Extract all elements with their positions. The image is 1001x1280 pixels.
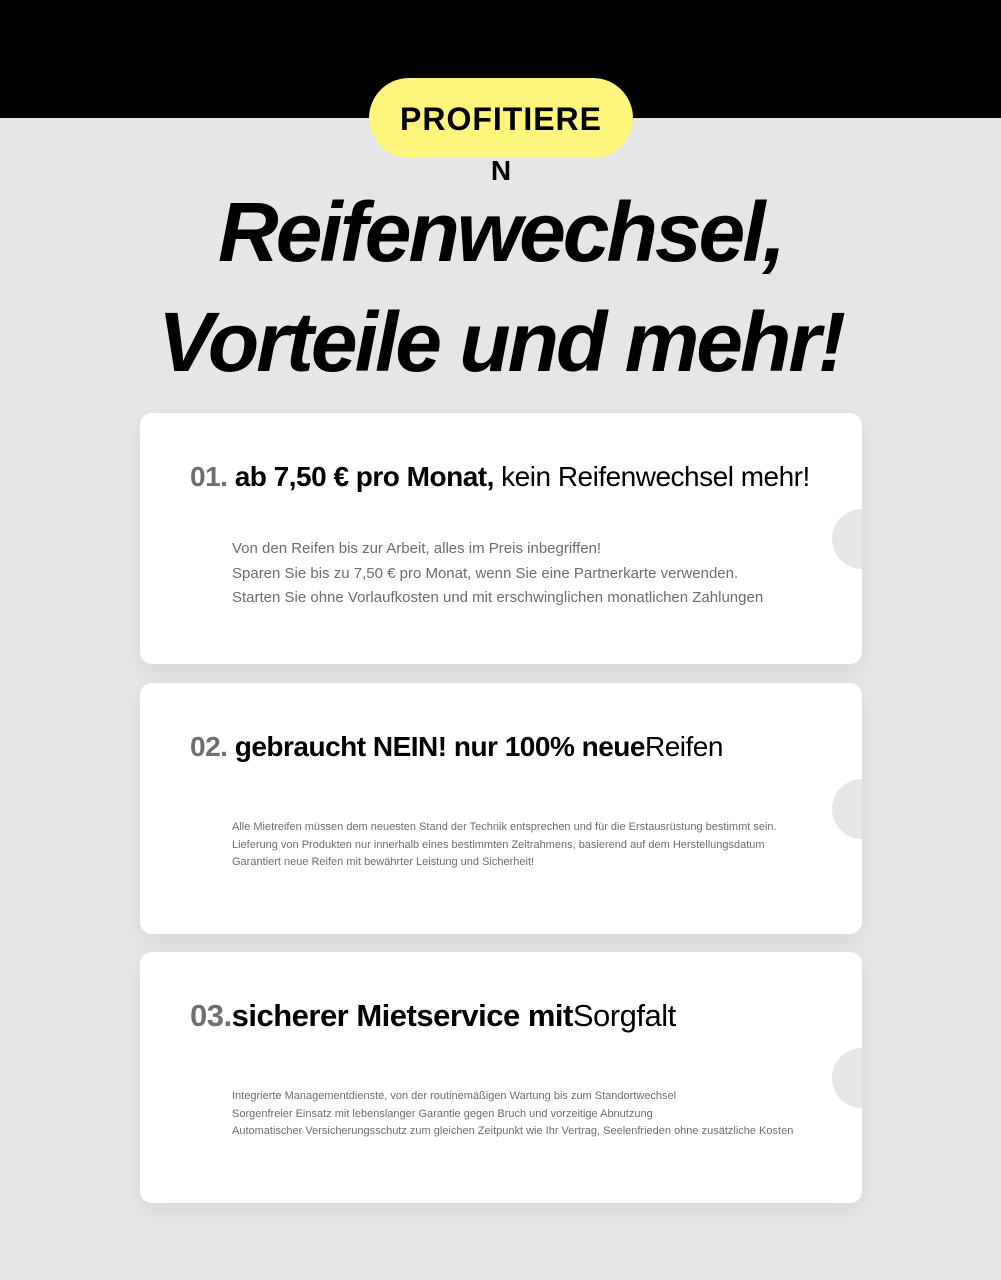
card-description: [232, 537, 763, 611]
card-number: 01.: [190, 461, 228, 492]
card-title-light: Reifen: [644, 731, 723, 762]
description-line: Von den Reifen bis zur Arbeit, alles im Preis inbegriffen!: [232, 540, 602, 557]
card-title: [190, 996, 676, 1036]
card-title-bold: gebraucht NEIN! nur 100% neue: [227, 731, 645, 762]
card-number: 02.: [190, 731, 228, 762]
headline-line-1: Reifenwechsel,: [218, 185, 783, 279]
description-line: Automatischer Versicherungsschutz zum gleichen Zeitpunkt wie Ihr Vertrag, Seelenfrieden ohne zusätzliche Kosten: [232, 1125, 794, 1137]
benefit-card-3: [140, 952, 862, 1203]
card-description: [232, 1088, 793, 1141]
ticket-notch: [832, 779, 862, 839]
description-line: Sorgenfreier Einsatz mit lebenslanger Garantie gegen Bruch und vorzeitige Abnutzung: [232, 1107, 653, 1120]
card-title-light: Sorgfalt: [572, 998, 676, 1033]
description-line: Starten Sie ohne Vorlaufkosten und mit erschwinglichen monatlichen Zahlungen: [232, 589, 764, 606]
ticket-notch: [832, 509, 862, 569]
description-line: Lieferung von Produkten nur innerhalb eines bestimmten Zeitrahmens, basierend auf dem Herstellungsdatum: [232, 838, 765, 851]
card-description: [232, 819, 777, 872]
card-title-bold: sicherer Mietservice mit: [231, 998, 573, 1033]
headline-line-2: Vorteile und mehr!: [158, 295, 843, 389]
badge-label: PROFITIERE: [399, 101, 602, 137]
description-line: Integrierte Managementdienste, von der routinemäßigen Wartung bis zum Standortwechsel: [232, 1090, 677, 1102]
card-title-bold: ab 7,50 € pro Monat,: [227, 461, 494, 492]
description-line: Alle Mietreifen müssen dem neuesten Stand der Technik entsprechen und für die Erstausrüstung bestimmt sein.: [232, 821, 777, 833]
badge-label-overflow: N: [490, 155, 512, 186]
card-title: [190, 457, 810, 497]
card-title: [190, 727, 723, 767]
ticket-notch: [832, 1048, 862, 1108]
card-title-light: kein Reifenwechsel mehr!: [493, 461, 810, 492]
description-line: Sparen Sie bis zu 7,50 € pro Monat, wenn Sie eine Partnerkarte verwenden.: [232, 564, 739, 582]
card-number: 03.: [190, 998, 232, 1033]
benefit-card-2: [140, 683, 862, 934]
benefit-card-1: [140, 413, 862, 664]
description-line: Garantiert neue Reifen mit bewährter Leistung und Sicherheit!: [232, 856, 535, 868]
